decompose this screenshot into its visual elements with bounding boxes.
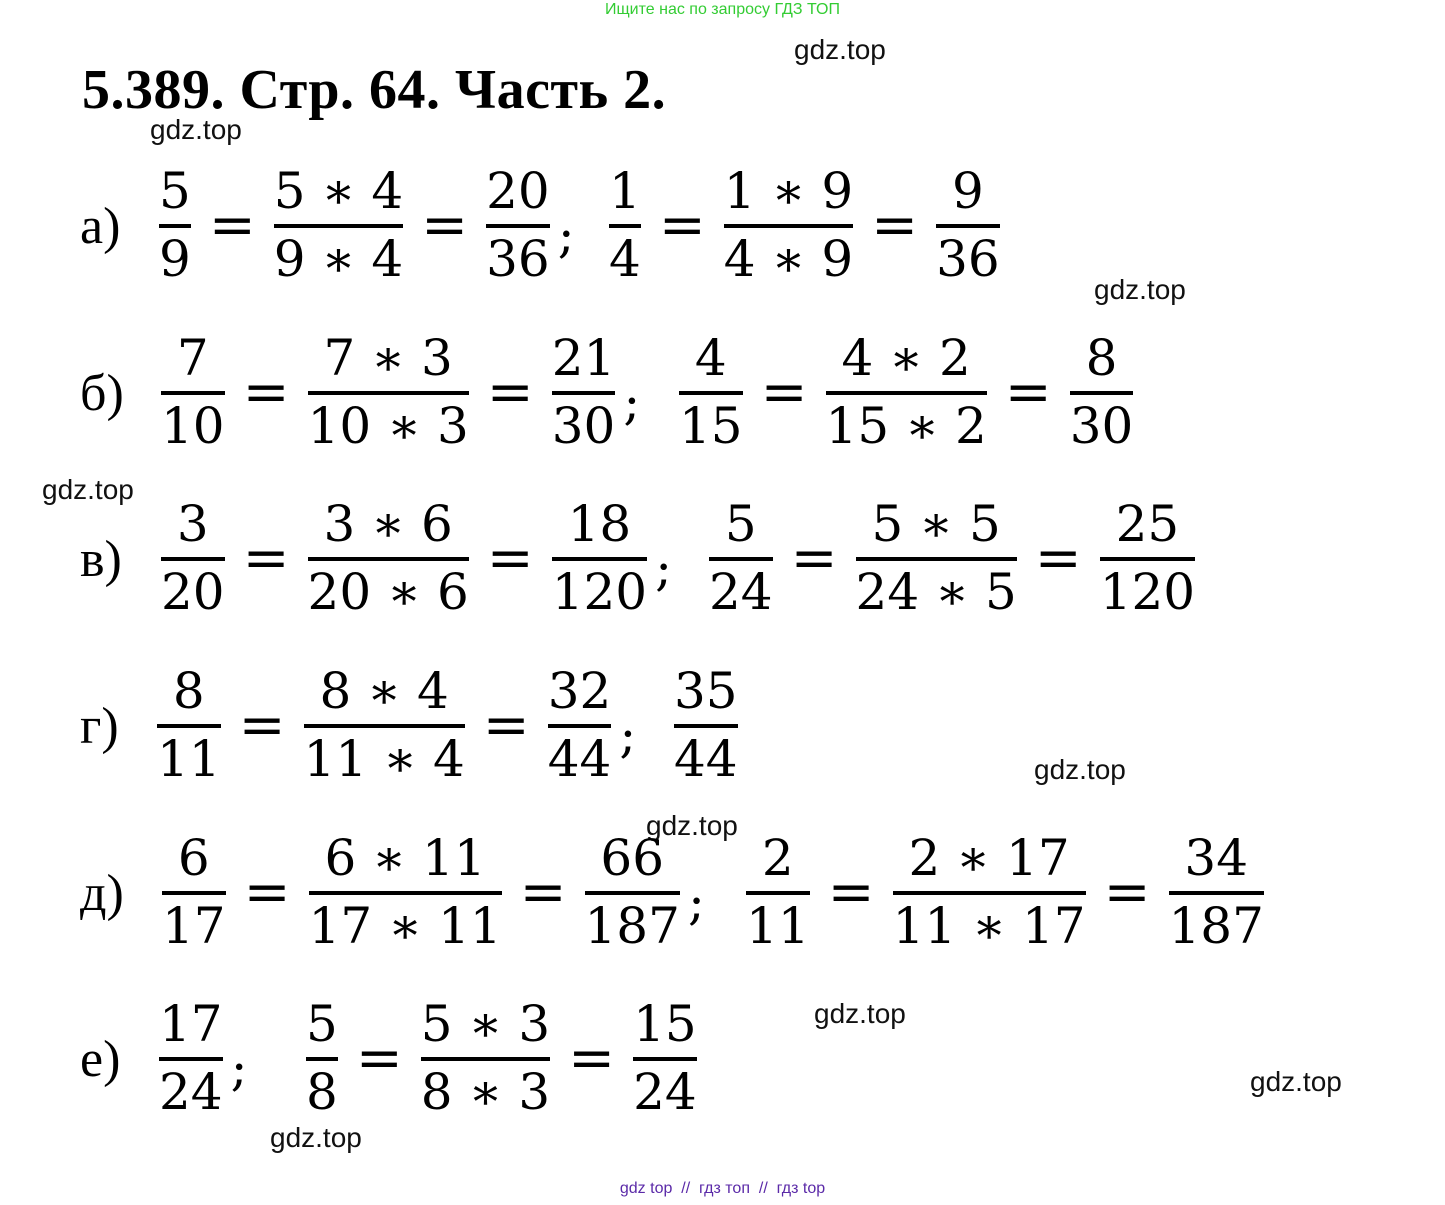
semicolon: ;: [655, 539, 672, 597]
watermark: gdz.top: [1094, 274, 1186, 305]
equals-sign: =: [1034, 525, 1082, 591]
denominator: 11: [157, 724, 221, 784]
fraction: [675, 329, 747, 455]
fraction: [304, 329, 473, 455]
equals-sign: =: [486, 525, 534, 591]
denominator: 187: [1169, 891, 1264, 951]
fraction: [548, 495, 651, 621]
numerator: 66: [600, 829, 665, 887]
numerator: 5 ∗ 4: [273, 162, 404, 220]
denominator: 20: [161, 557, 225, 617]
denominator: 15: [679, 391, 743, 451]
expression-left: [158, 822, 709, 962]
fraction: [1066, 329, 1138, 455]
equals-sign: =: [568, 1025, 616, 1091]
watermark: gdz.top: [42, 474, 134, 505]
page-title: 5.389. Стр. 64. Часть 2.: [82, 59, 667, 121]
semicolon: ;: [619, 706, 637, 764]
equals-sign: =: [238, 692, 286, 758]
denominator: 44: [548, 724, 612, 784]
denominator: 24 ∗ 5: [856, 557, 1017, 617]
denominator: 17 ∗ 11: [309, 891, 502, 951]
numerator: 21: [551, 329, 616, 387]
equals-sign: =: [1103, 859, 1151, 925]
denominator: 30: [1070, 391, 1134, 451]
fraction: [482, 162, 554, 288]
fraction: [157, 495, 229, 621]
numerator: 2: [761, 829, 794, 887]
row-label: б): [80, 365, 124, 422]
numerator: 18: [567, 495, 632, 553]
denominator: 9: [159, 224, 191, 284]
expression-left: [157, 488, 676, 628]
denominator: 120: [552, 557, 647, 617]
numerator: 15: [633, 995, 697, 1053]
watermark: gdz.top: [150, 114, 242, 145]
denominator: 36: [936, 224, 1000, 284]
expression-right: [605, 155, 1004, 295]
numerator: 3: [176, 495, 209, 553]
denominator: 15 ∗ 2: [826, 391, 987, 451]
fraction: [155, 162, 195, 288]
watermark: gdz.top: [1250, 1066, 1342, 1097]
denominator: 17: [162, 891, 226, 951]
fraction: [1096, 495, 1199, 621]
numerator: 5: [306, 995, 338, 1053]
fraction: [670, 662, 742, 788]
fraction: [822, 329, 991, 455]
expression-right: [670, 655, 742, 795]
denominator: 20 ∗ 6: [308, 557, 469, 617]
numerator: 5 ∗ 3: [420, 995, 551, 1053]
numerator: 1 ∗ 9: [723, 162, 854, 220]
numerator: 8: [1085, 329, 1118, 387]
numerator: 5 ∗ 5: [871, 495, 1001, 553]
denominator: 4 ∗ 9: [724, 224, 853, 284]
expression-left: [153, 655, 640, 795]
fraction: [302, 995, 342, 1121]
denominator: 24: [633, 1057, 697, 1117]
numerator: 35: [674, 662, 738, 720]
numerator: 2 ∗ 17: [908, 829, 1070, 887]
numerator: 9: [951, 162, 984, 220]
denominator: 11: [746, 891, 810, 951]
denominator: 36: [486, 224, 550, 284]
equals-sign: =: [519, 859, 567, 925]
expression-left: [155, 988, 251, 1128]
semicolon: ;: [623, 373, 641, 431]
equals-sign: =: [482, 692, 530, 758]
numerator: 4 ∗ 2: [841, 329, 971, 387]
expression-left: [155, 155, 579, 295]
fraction: [417, 995, 554, 1121]
fraction: [158, 829, 230, 955]
numerator: 6 ∗ 11: [324, 829, 486, 887]
watermark: gdz.top: [814, 998, 906, 1029]
fraction: [932, 162, 1004, 288]
expression-right: [302, 988, 701, 1128]
denominator: 120: [1100, 557, 1195, 617]
numerator: 8: [172, 662, 205, 720]
denominator: 4: [609, 224, 641, 284]
fraction: [705, 495, 777, 621]
equals-sign: =: [827, 859, 875, 925]
denominator: 24: [159, 1057, 223, 1117]
equals-sign: =: [790, 525, 838, 591]
row-label: е): [80, 1031, 121, 1088]
semicolon: ;: [230, 1039, 248, 1097]
top-banner: Ищите нас по запросу ГДЗ ТОП: [605, 1, 840, 18]
denominator: 24: [709, 557, 773, 617]
fraction: [742, 829, 814, 955]
fraction: [155, 995, 227, 1121]
fraction: [544, 662, 616, 788]
numerator: 5: [159, 162, 191, 220]
footer-links: gdz top // гдз топ // гдз top: [619, 1180, 826, 1197]
numerator: 7: [176, 329, 209, 387]
fraction: [720, 162, 857, 288]
equals-sign: =: [486, 359, 534, 425]
expression-right: [742, 822, 1268, 962]
fraction: [852, 495, 1021, 621]
row-label: а): [80, 198, 121, 255]
denominator: 187: [585, 891, 680, 951]
numerator: 7 ∗ 3: [323, 329, 453, 387]
row-label: в): [80, 531, 122, 588]
denominator: 8 ∗ 3: [421, 1057, 550, 1117]
numerator: 25: [1115, 495, 1180, 553]
watermark: gdz.top: [270, 1122, 362, 1153]
fraction: [270, 162, 407, 288]
fraction: [305, 829, 506, 955]
numerator: 34: [1184, 829, 1249, 887]
expression-right: [675, 322, 1137, 462]
numerator: 5: [724, 495, 757, 553]
numerator: 3 ∗ 6: [323, 495, 453, 553]
row-label: г): [80, 698, 119, 755]
numerator: 17: [159, 995, 223, 1053]
denominator: 9 ∗ 4: [274, 224, 403, 284]
fraction: [605, 162, 645, 288]
fraction: [1165, 829, 1268, 955]
equals-sign: =: [760, 359, 808, 425]
equals-sign: =: [871, 192, 919, 258]
fraction: [629, 995, 701, 1121]
denominator: 10 ∗ 3: [308, 391, 469, 451]
numerator: 6: [177, 829, 210, 887]
denominator: 11 ∗ 17: [893, 891, 1086, 951]
numerator: 1: [609, 162, 641, 220]
equals-sign: =: [242, 525, 290, 591]
equals-sign: =: [208, 192, 256, 258]
equals-sign: =: [243, 859, 291, 925]
watermark: gdz.top: [794, 34, 886, 65]
watermark: gdz.top: [1034, 754, 1126, 785]
denominator: 10: [161, 391, 225, 451]
denominator: 44: [674, 724, 738, 784]
equals-sign: =: [658, 192, 706, 258]
fraction: [300, 662, 469, 788]
denominator: 8: [306, 1057, 338, 1117]
numerator: 20: [486, 162, 550, 220]
fraction: [889, 829, 1090, 955]
equals-sign: =: [355, 1025, 403, 1091]
fraction: [153, 662, 225, 788]
semicolon: ;: [687, 873, 705, 931]
equals-sign: =: [1004, 359, 1052, 425]
numerator: 32: [547, 662, 612, 720]
fraction: [581, 829, 684, 955]
watermark: gdz.top: [646, 810, 738, 841]
fraction: [548, 329, 620, 455]
row-label: д): [80, 865, 124, 922]
expression-left: [157, 322, 644, 462]
equals-sign: =: [242, 359, 290, 425]
denominator: 30: [552, 391, 616, 451]
equals-sign: =: [421, 192, 469, 258]
denominator: 11 ∗ 4: [304, 724, 465, 784]
numerator: 4: [694, 329, 727, 387]
fraction: [157, 329, 229, 455]
fraction: [304, 495, 473, 621]
expression-right: [705, 488, 1199, 628]
semicolon: ;: [557, 206, 575, 264]
numerator: 8 ∗ 4: [319, 662, 449, 720]
